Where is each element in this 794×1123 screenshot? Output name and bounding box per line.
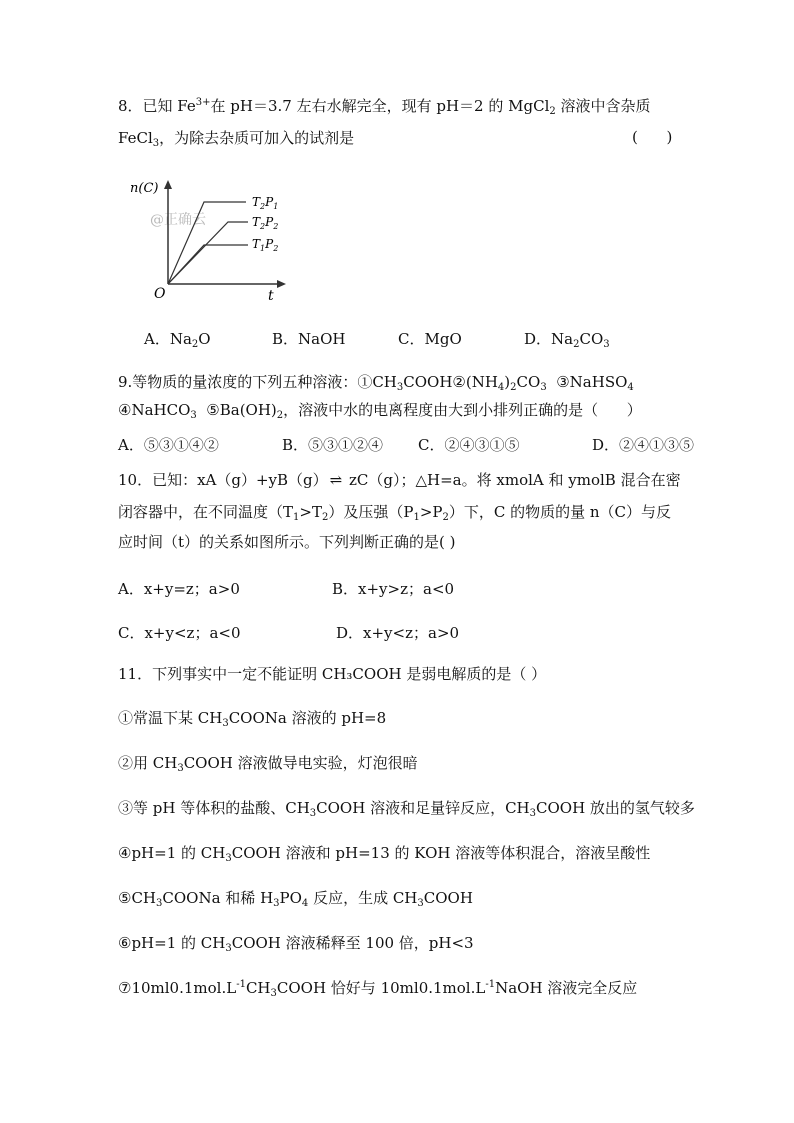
q11-item-5[interactable]: $⑤CH_3COONa$ 和稀 $H_3PO_4$ 反应，生成 $CH_3COOH$ [118, 889, 473, 909]
curve-label-t2p1: $T_2P_1$ [252, 195, 279, 211]
q9-stem-line2: ④NaHCO$_3$ $⑤Ba(OH)_2$，溶液中水的电离程度由大到小排列正确的是（ ） [118, 401, 642, 421]
y-axis-label: n(C) [130, 181, 159, 196]
q10-stem-line3: 应时间（t）的关系如图所示。下列判断正确的是( ) [118, 533, 456, 551]
x-axis-arrow [277, 280, 286, 288]
q10-option-d[interactable]: D．x+y<z；a>0 [336, 624, 460, 642]
equilibrium-arrow: ⇌ [329, 471, 343, 489]
q8-option-a[interactable]: A．$Na_2O$ [144, 330, 211, 350]
curve-t1p2 [168, 245, 248, 284]
q8-reaction-graph [128, 172, 298, 307]
q11-item-7[interactable]: $⑦10ml0.1mol.L^{-1}CH_3COOH$ 恰好与 $10ml0.1mol.L^{-1}NaOH$ 溶液完全反应 [118, 979, 638, 999]
q10-option-b[interactable]: B．x+y>z；a<0 [332, 580, 455, 598]
watermark: @正确云 [150, 212, 206, 228]
curve-label-t1p2: $T_1P_2$ [252, 237, 279, 253]
q11-item-1[interactable]: ①常温下某 $CH_3COONa$ 溶液的 pH=8 [118, 709, 387, 729]
x-axis-label: t [268, 288, 274, 304]
q9-option-d[interactable]: D．②④①③⑤ [592, 436, 695, 454]
y-axis-arrow [164, 180, 172, 189]
q11-item-3[interactable]: ③等 pH 等体积的盐酸、$CH_3COOH$ 溶液和足量锌反应，$CH_3COOH$ 放出的氢气较多 [118, 799, 695, 819]
q11-stem: 11．下列事实中一定不能证明 CH₃COOH 是弱电解质的是（ ） [118, 665, 547, 683]
curve-label-t2p2: $T_2P_2$ [252, 215, 279, 231]
q8-stem-line2: FeCl$_3$，为除去杂质可加入的试剂是 [118, 129, 355, 149]
q8-answer-blank[interactable]: ( ) [632, 128, 673, 146]
curve-t2p2 [168, 222, 248, 284]
q9-option-a[interactable]: A．⑤③①④② [118, 436, 219, 454]
q9-option-b[interactable]: B．⑤③①②④ [282, 436, 384, 454]
q9-option-c[interactable]: C．②④③①⑤ [418, 436, 520, 454]
q8-option-d[interactable]: D．$Na_2CO_3$ [524, 330, 610, 350]
origin-label: O [154, 286, 166, 302]
q10-option-c[interactable]: C．x+y<z；a<0 [118, 624, 241, 642]
q8-option-b[interactable]: B．NaOH [272, 330, 346, 348]
q10-stem-line1: 10．已知：xA（g）+yB（g） ⇌ zC（g）；△H=a。将 xmolA 和 ymolB 混合在密 [118, 471, 681, 489]
q11-item-2[interactable]: ②用 $CH_3COOH$ 溶液做导电实验，灯泡很暗 [118, 754, 418, 774]
q10-stem-line2: 闭容器中，在不同温度$(T_1>T_2)$及压强$(P_1>P_2)$下，C 的物质的量 n（C）与反 [118, 503, 672, 523]
q8-stem-line1: 8．已知 $Fe^{3+}$在 pH＝3.7 左右水解完全，现有 pH＝2 的 MgCl$_2$ 溶液中含杂质 [118, 97, 651, 117]
q11-item-4[interactable]: ④pH=1 的 $CH_3COOH$ 溶液和 pH=13 的 KOH 溶液等体积混合，溶液呈酸性 [118, 844, 651, 864]
q9-stem-line1: 9.等物质的量浓度的下列五种溶液：$①CH_3COOH②(NH_4)_2CO_3$ ③NaHSO$_4$ [118, 373, 634, 393]
q8-option-c[interactable]: C．MgO [398, 330, 462, 348]
q10-option-a[interactable]: A．x+y=z；a>0 [118, 580, 240, 598]
q11-item-6[interactable]: ⑥pH=1 的 $CH_3COOH$ 溶液稀释至 100 倍，pH<3 [118, 934, 474, 954]
